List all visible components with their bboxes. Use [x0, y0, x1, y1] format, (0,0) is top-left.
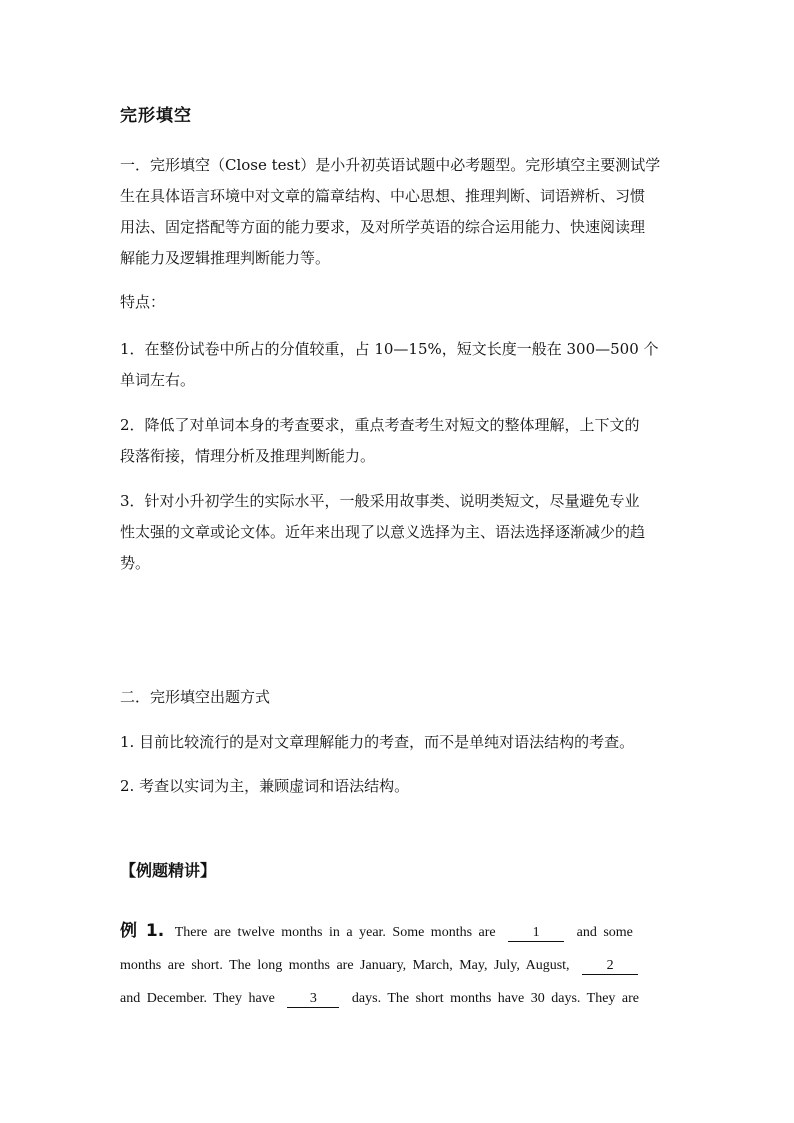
example-line-3 [120, 982, 676, 1015]
intro-line: 解能力及逻辑推理判断能力等。 [120, 249, 331, 267]
example-line-1 [120, 915, 676, 949]
document-title: 完形填空 [120, 106, 192, 126]
feature-line: 2．降低了对单词本身的考查要求，重点考查考生对短文的整体理解，上下文的 [120, 416, 640, 434]
feature-line: 段落衔接，情理分析及推理判断能力。 [120, 447, 376, 465]
feature-line: 性太强的文章或论文体。近年来出现了以意义选择为主、语法选择逐渐减少的趋 [120, 523, 646, 541]
feature-line: 势。 [120, 554, 151, 572]
intro-line: 用法、固定搭配等方面的能力要求，及对所学英语的综合运用能力、快速阅读理 [120, 218, 646, 236]
examples-heading: 【例题精讲】 [120, 861, 217, 880]
example-passage [120, 915, 676, 1015]
intro-paragraph [120, 150, 676, 274]
feature-line: 1．在整份试卷中所占的分值较重，占 10—15%，短文长度一般在 300—500 个 [120, 340, 659, 358]
example-line-2 [120, 949, 676, 982]
feature-item-1 [120, 334, 676, 396]
example-text: and some [576, 925, 633, 940]
blank-3: 3 [287, 991, 339, 1008]
example-text: months are short. The long months are January, March, May, July, August, [120, 958, 570, 973]
method-item-1: 1. 目前比较流行的是对文章理解能力的考查，而不是单纯对语法结构的考查。 [120, 733, 635, 751]
feature-line: 3．针对小升初学生的实际水平，一般采用故事类、说明类短文，尽量避免专业 [120, 492, 640, 510]
method-item-2: 2. 考查以实词为主，兼顾虚词和语法结构。 [120, 777, 410, 795]
features-label: 特点： [120, 293, 166, 311]
example-label: 例 1. [120, 921, 165, 941]
blank-1: 1 [508, 925, 564, 942]
example-text: There are twelve months in a year. Some months are [174, 925, 496, 940]
feature-item-2 [120, 410, 676, 472]
intro-line: 生在具体语言环境中对文章的篇章结构、中心思想、推理判断、词语辨析、习惯 [120, 187, 646, 205]
blank-2: 2 [582, 958, 638, 975]
feature-line: 单词左右。 [120, 371, 196, 389]
intro-line: 一．完形填空（Close test）是小升初英语试题中必考题型。完形填空主要测试学 [120, 156, 661, 174]
section2-heading: 二．完形填空出题方式 [120, 688, 271, 706]
example-text: days. The short months have 30 days. They are [351, 991, 640, 1006]
feature-item-3 [120, 486, 676, 579]
example-text: and December. They have [120, 991, 275, 1006]
